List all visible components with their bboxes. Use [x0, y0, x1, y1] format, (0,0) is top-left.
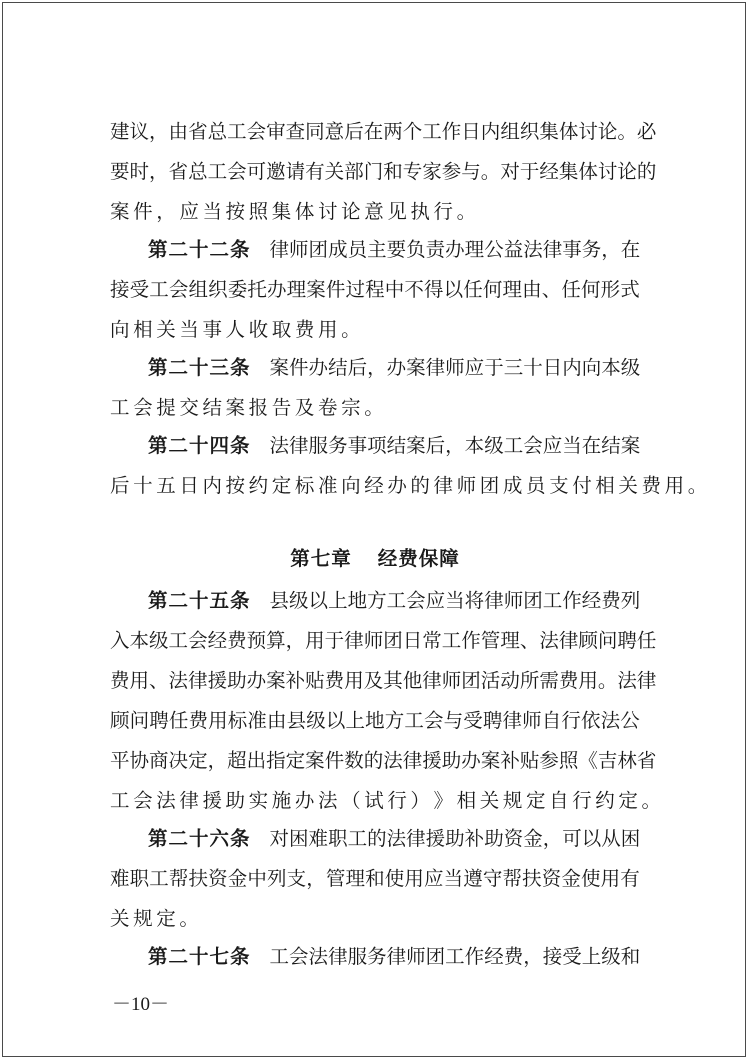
chapter-title: 经费保障 [377, 547, 460, 570]
article-number: 第二十七条 [148, 945, 251, 968]
text-line: 建 议 ， 由 省 总 工 会 审 查 同 意 后 在 两 个 工 作 日 内 组 织 集 体 讨 论 。 必 [110, 120, 657, 143]
text-line: 难 职 工 帮 扶 资 金 中 列 支 ， 管 理 和 使 用 应 当 遵 守 帮 扶 资 金 使 用 有 [110, 867, 640, 890]
article-number: 第二十五条 [148, 589, 251, 612]
text-line: 向 相 关 当 事 人 收 取 费 用 。 [110, 318, 361, 341]
text-line: 接 受 工 会 组 织 委 托 办 理 案 件 过 程 中 不 得 以 任 何 理 由 、 任 何 形 式 [110, 278, 640, 301]
text-line: 第二十六条 对 困 难 职 工 的 法 律 援 助 补 助 资 金 ， 可 以 从 困 [148, 817, 640, 857]
text-line: 费 用 、 法 律 援 助 办 案 补 贴 费 用 及 其 他 律 师 团 活 动 所 需 费 用 。 法 律 [110, 669, 657, 692]
text-line: 后 十 五 日 内 按 约 定 标 准 向 经 办 的 律 师 团 成 员 支 付 相 关 费 用 。 [110, 474, 708, 497]
article-number: 第二十二条 [148, 238, 251, 261]
text-line: 要 时 ， 省 总 工 会 可 邀 请 有 关 部 门 和 专 家 参 与 。 对 于 经 集 体 讨 论 的 [110, 160, 657, 183]
text-line: 第二十五条 县 级 以 上 地 方 工 会 应 当 将 律 师 团 工 作 经 费 列 [148, 579, 640, 619]
chapter-number: 第七章 [290, 547, 352, 570]
text-line: 工 会 提 交 结 案 报 告 及 卷 宗 。 [110, 396, 384, 419]
page-number: －10－ [112, 994, 170, 1015]
text-line: 平 协 商 决 定 ， 超 出 指 定 案 件 数 的 法 律 援 助 办 案 补 贴 参 照 《 吉 林 省 [110, 749, 657, 772]
article-number: 第二十三条 [148, 356, 251, 379]
text-line: 关 规 定 。 [110, 907, 199, 930]
text-line: 入 本 级 工 会 经 费 预 算 ， 用 于 律 师 团 日 常 工 作 管 理 、 法 律 顾 问 聘 任 [110, 629, 657, 652]
article-number: 第二十四条 [148, 434, 251, 457]
chapter-heading [0, 539, 750, 579]
text-line: 第二十二条 律 师 团 成 员 主 要 负 责 办 理 公 益 法 律 事 务 ， 在 [148, 228, 640, 268]
text-line: 顾 问 聘 任 费 用 标 准 由 县 级 以 上 地 方 工 会 与 受 聘 律 师 自 行 依 法 公 [110, 709, 640, 732]
text-line: 第二十七条 工 会 法 律 服 务 律 师 团 工 作 经 费 ， 接 受 上 级 和 [148, 935, 640, 975]
article-number: 第二十六条 [148, 827, 251, 850]
text-line: 第二十三条 案 件 办 结 后 ， 办 案 律 师 应 于 三 十 日 内 向 本 级 [148, 346, 640, 386]
text-line: 第二十四条 法 律 服 务 事 项 结 案 后 ， 本 级 工 会 应 当 在 结 案 [148, 424, 640, 464]
text-line: 工 会 法 律 援 助 实 施 办 法 （ 试 行 ） 》 相 关 规 定 自 行 约 定 。 [110, 789, 662, 812]
text-line: 案 件 ， 应 当 按 照 集 体 讨 论 意 见 执 行 。 [110, 200, 477, 223]
